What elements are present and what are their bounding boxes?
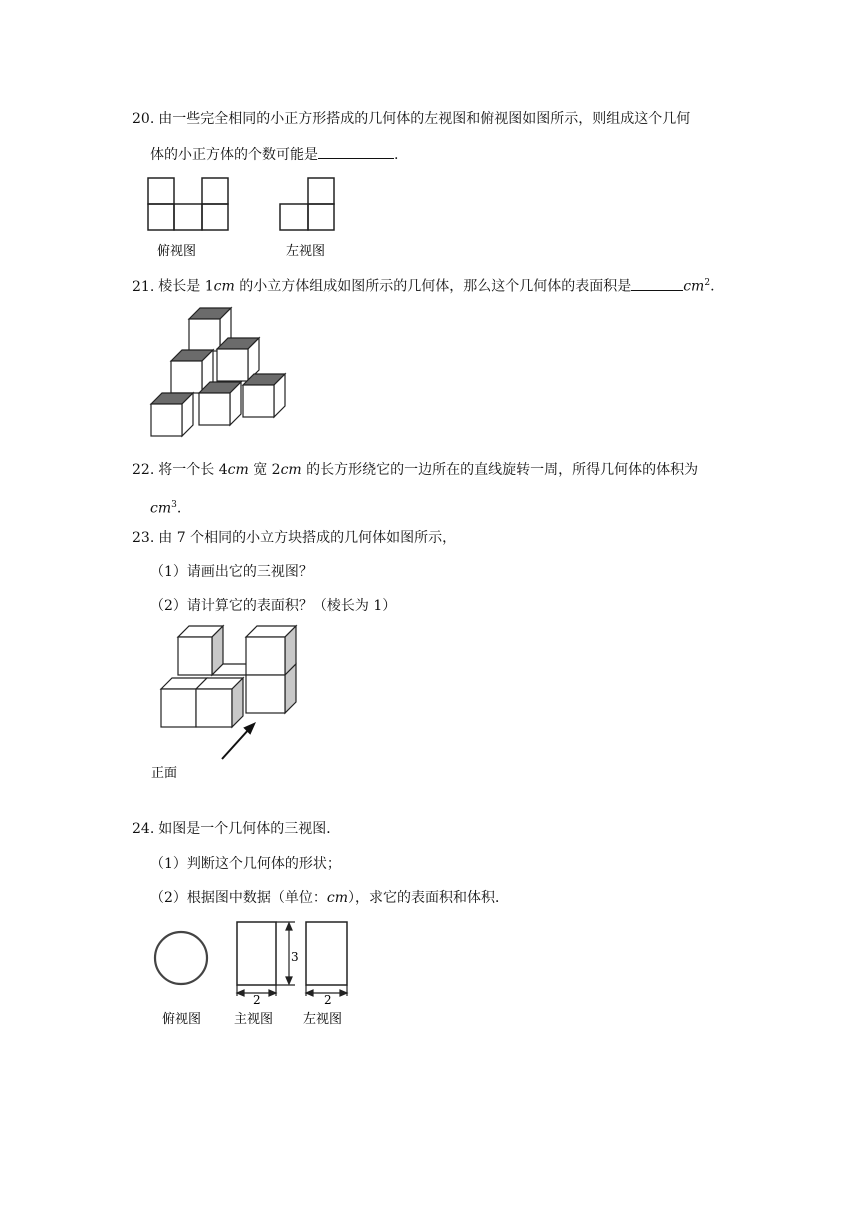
q22-text-1: 将一个长 4 [158, 462, 228, 478]
q20-left-view-caption: 左视图 [286, 244, 326, 259]
q24-left-width-value: 2 [324, 993, 332, 1007]
q20-top-view [148, 178, 228, 230]
q22-line1 [132, 460, 698, 480]
q21-cube [151, 393, 193, 436]
q21-text-1: 棱长是 1 [158, 278, 214, 295]
q23-part2: （2）请计算它的表面积？（棱长为 1） [150, 598, 397, 614]
q21-cube-stack-figure [145, 300, 300, 450]
q24-height-value: 3 [291, 950, 299, 964]
q24-top-view-circle [155, 932, 207, 984]
q22-unit-3: cm [150, 500, 172, 517]
q21-number: 21. [132, 278, 155, 295]
q21-unit-1: cm [213, 278, 235, 295]
q24-top-view-caption: 俯视图 [162, 1012, 202, 1027]
q22-text-2: 宽 2 [248, 462, 281, 478]
q22-unit-1: cm [227, 462, 249, 478]
q23-front-label: 正面 [151, 766, 178, 781]
q24-front-width-value: 2 [253, 993, 261, 1007]
q21-cube [199, 382, 241, 425]
q24-part2-text-1: （2）根据图中数据（单位： [150, 890, 327, 906]
q20-text-2: 体的小正方体的个数可能是 [150, 147, 318, 163]
q20-top-view-caption: 俯视图 [157, 244, 197, 259]
q22-text-3: 的长方形绕它的一边所在的直线旋转一周，所得几何体的体积为 [301, 462, 699, 478]
q24-part2-unit: cm [326, 890, 349, 906]
q22-period: . [176, 500, 182, 517]
q21-line [132, 273, 715, 297]
q24-left-view-caption: 左视图 [303, 1012, 343, 1027]
q21-unit-2: cm [683, 278, 705, 295]
q24-part1: （1）判断这个几何体的形状； [150, 856, 341, 872]
q20-answer-blank[interactable] [318, 144, 394, 159]
q23-stem [132, 528, 456, 548]
q22-exponent: 3 [171, 500, 177, 510]
q23-part1: （1）请画出它的三视图？ [150, 564, 313, 580]
q22-number: 22. [132, 462, 155, 478]
q24-number: 24. [132, 821, 155, 837]
q21-answer-blank[interactable] [631, 276, 683, 291]
q20-left-view [280, 178, 334, 230]
q21-exponent: 2 [704, 278, 711, 288]
q24-part2-text-2: ），求它的表面积和体积． [348, 890, 510, 906]
q21-cube [243, 374, 285, 417]
q20-text-1: 由一些完全相同的小正方形搭成的几何体的左视图和俯视图如图所示，则组成这个几何 [158, 111, 691, 127]
q23-number: 23. [132, 530, 155, 546]
q21-period: . [710, 278, 715, 295]
q23-cube-figure [150, 620, 320, 785]
q22-line2 [150, 495, 181, 519]
q23-cubes [161, 626, 296, 727]
q21-text-2: 的小立方体组成如图所示的几何体，那么这个几何体的表面积是 [234, 278, 632, 295]
arrow-icon [222, 724, 254, 759]
q20-period: . [394, 147, 399, 163]
q20-figure [140, 172, 350, 264]
q22-unit-2: cm [280, 462, 302, 478]
q20-number: 20. [132, 111, 155, 127]
q24-stem-text: 如图是一个几何体的三视图． [158, 821, 341, 837]
q23-stem-text: 由 7 个相同的小立方块搭成的几何体如图所示， [158, 530, 457, 546]
q24-front-view-caption: 主视图 [234, 1012, 274, 1027]
q24-part2 [150, 888, 509, 908]
q24-left-view-rect [306, 922, 347, 985]
q20-line2 [150, 144, 398, 165]
q24-three-views-figure [148, 915, 363, 1030]
q24-stem [132, 819, 340, 839]
q24-front-view-rect [237, 922, 276, 985]
q20-line1 [132, 109, 690, 129]
